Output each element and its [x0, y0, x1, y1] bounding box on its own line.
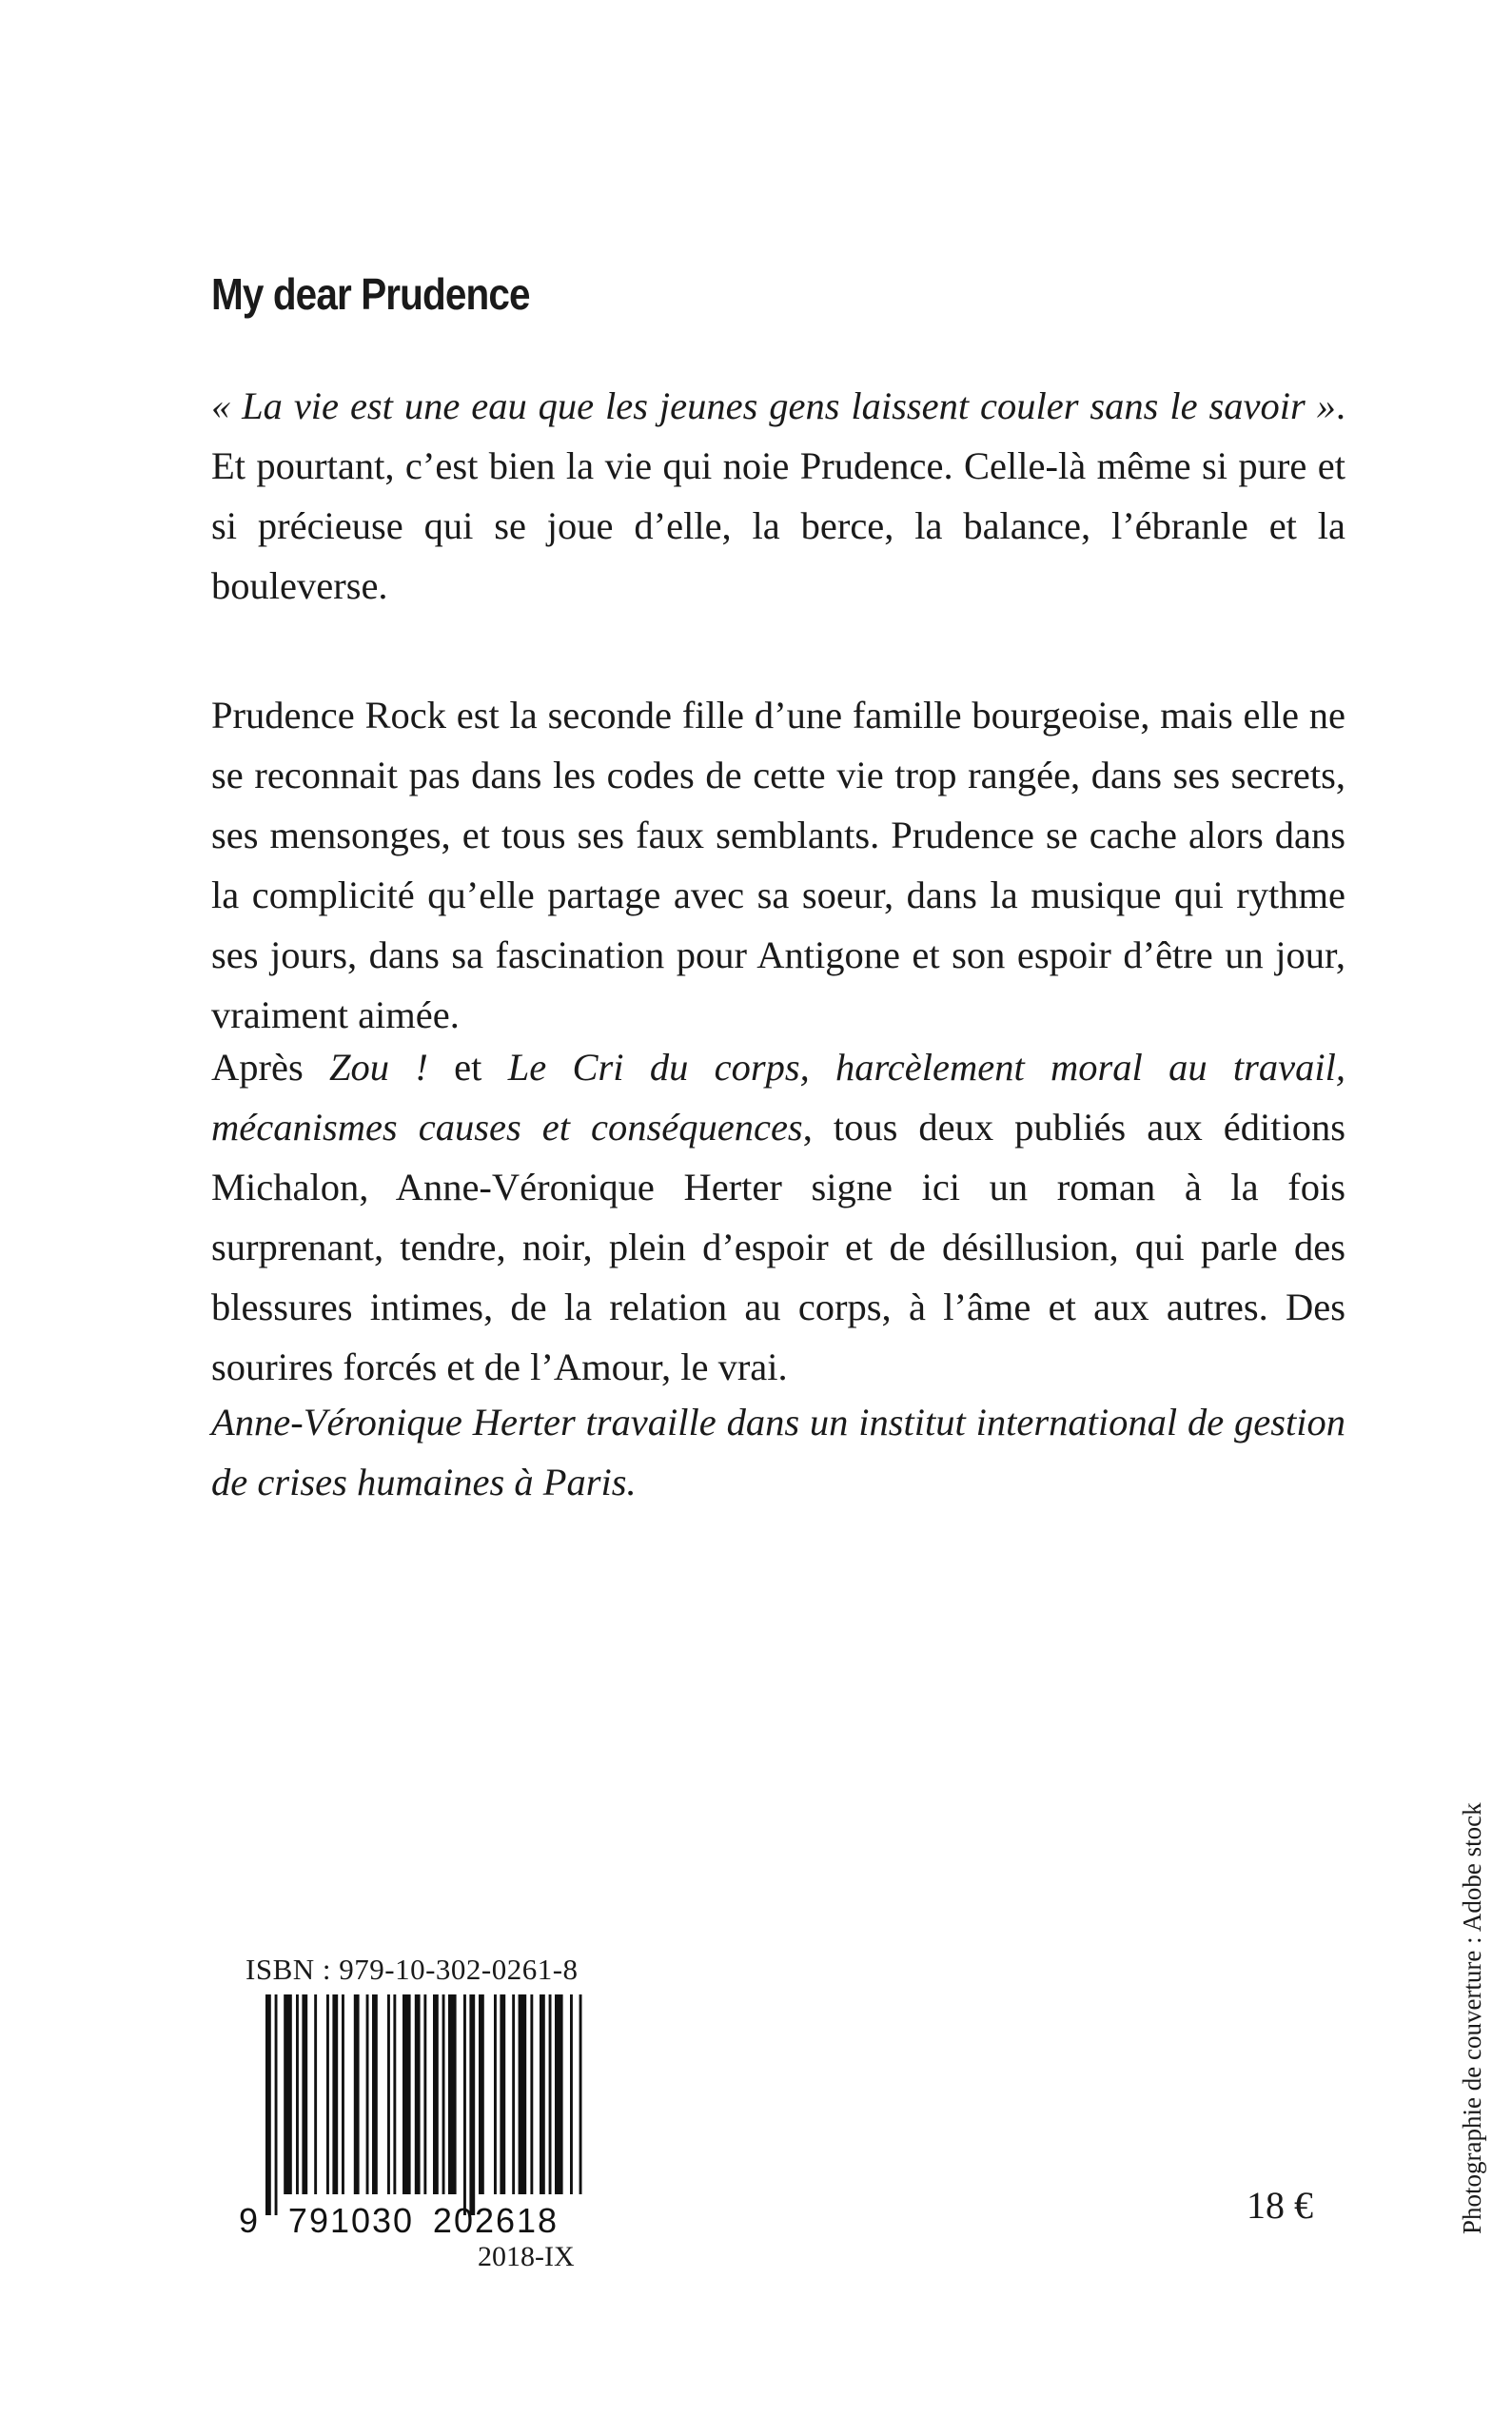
barcode-bar [415, 1994, 421, 2194]
paragraph-3-text-3: , tous deux publiés aux éditions Michalon, Anne-Véronique Herter signe ici un roman à la fois surprenant, tendre, noir, plein d’espoir et de désillusion, qui parle des blessures intimes, de la relation au corps, à l’âme et aux autres. Des sourires forcés et de l’Amour, le vrai. [211, 1106, 1345, 1388]
barcode-bar [265, 1994, 271, 2215]
book-title: My dear Prudence [211, 269, 530, 319]
paragraph-3-text-1: Après [211, 1046, 330, 1089]
barcode-bar [530, 1994, 533, 2194]
barcode-bar [579, 1994, 582, 2194]
barcode-bar [463, 1994, 466, 2215]
barcode-bar [433, 1994, 439, 2194]
barcode-bar [275, 1994, 278, 2215]
author-bio [211, 1392, 1345, 1512]
barcode-bar [519, 1994, 527, 2194]
barcode-bar [540, 1994, 545, 2194]
paragraph-1-text: . Et pourtant, c’est bien la vie qui noie Prudence. Celle-là même si pure et si précieuse qui se joue d’elle, la berce, la balance, l’ébranle et la bouleverse. [211, 384, 1345, 607]
photo-credit: Photographie de couverture : Adobe stock [1458, 1802, 1486, 2234]
barcode-bar [469, 1994, 475, 2215]
barcode-right-digits: 202618 [432, 2201, 560, 2240]
barcode-left-digits: 791030 [287, 2201, 415, 2240]
barcode-bar [302, 1994, 307, 2194]
edition-code: 2018-IX [478, 2241, 575, 2272]
barcode-bar [500, 1994, 505, 2194]
blurb-paragraph-2 [211, 685, 1345, 1045]
blurb-paragraph-1 [211, 376, 1345, 616]
isbn-label: ISBN : 979-10-302-0261-8 [245, 1953, 579, 1986]
barcode-bar [314, 1994, 317, 2194]
barcode-bar [570, 1994, 573, 2194]
barcode-bar [354, 1994, 360, 2194]
barcode-bar [494, 1994, 497, 2194]
barcode-bar [512, 1994, 515, 2194]
barcode-bar [555, 1994, 563, 2194]
barcode-bar [342, 1994, 344, 2194]
paragraph-2-text: Prudence Rock est la seconde fille d’une famille bourgeoise, mais elle ne se reconnait pas dans les codes de cette vie trop rangée, dans ses secrets, ses mensonges, et tous ses faux semblants. Prudence se cache alors dans la complicité qu’elle partage avec sa soeur, dans la musique qui rythme ses jours, dans sa fascination pour Antigone et son espoir d’être un jour, vraiment aimée. [211, 694, 1345, 1036]
barcode-bar [372, 1994, 378, 2194]
barcode-bar [393, 1994, 396, 2194]
barcode-bar [366, 1994, 369, 2194]
barcode-bar [403, 1994, 411, 2194]
barcode-bar [296, 1994, 299, 2194]
paragraph-3-text-2: et [427, 1046, 508, 1089]
barcode-bar [387, 1994, 390, 2194]
barcode-bar [326, 1994, 329, 2194]
book-title-le-cri: Le Cri du corps, harcèlement moral au travail, mécanismes causes et conséquences [211, 1046, 1345, 1149]
barcode-bar [448, 1994, 457, 2194]
book-title-zou: Zou ! [329, 1046, 428, 1089]
barcode-bar [442, 1994, 445, 2194]
quote-text: « La vie est une eau que les jeunes gens laissent couler sans le savoir » [211, 384, 1336, 427]
barcode [239, 1994, 591, 2240]
barcode-bar [549, 1994, 552, 2194]
barcode-bar [284, 1994, 292, 2194]
price: 18 € [1247, 2184, 1313, 2227]
blurb-paragraph-3 [211, 1037, 1345, 1397]
author-bio-text: Anne-Véronique Herter travaille dans un institut international de gestion de crises humaines à Paris. [211, 1401, 1345, 1503]
barcode-bar [332, 1994, 338, 2194]
barcode-bar [479, 1994, 484, 2194]
barcode-bar [423, 1994, 426, 2194]
barcode-first-digit: 9 [239, 2201, 259, 2240]
